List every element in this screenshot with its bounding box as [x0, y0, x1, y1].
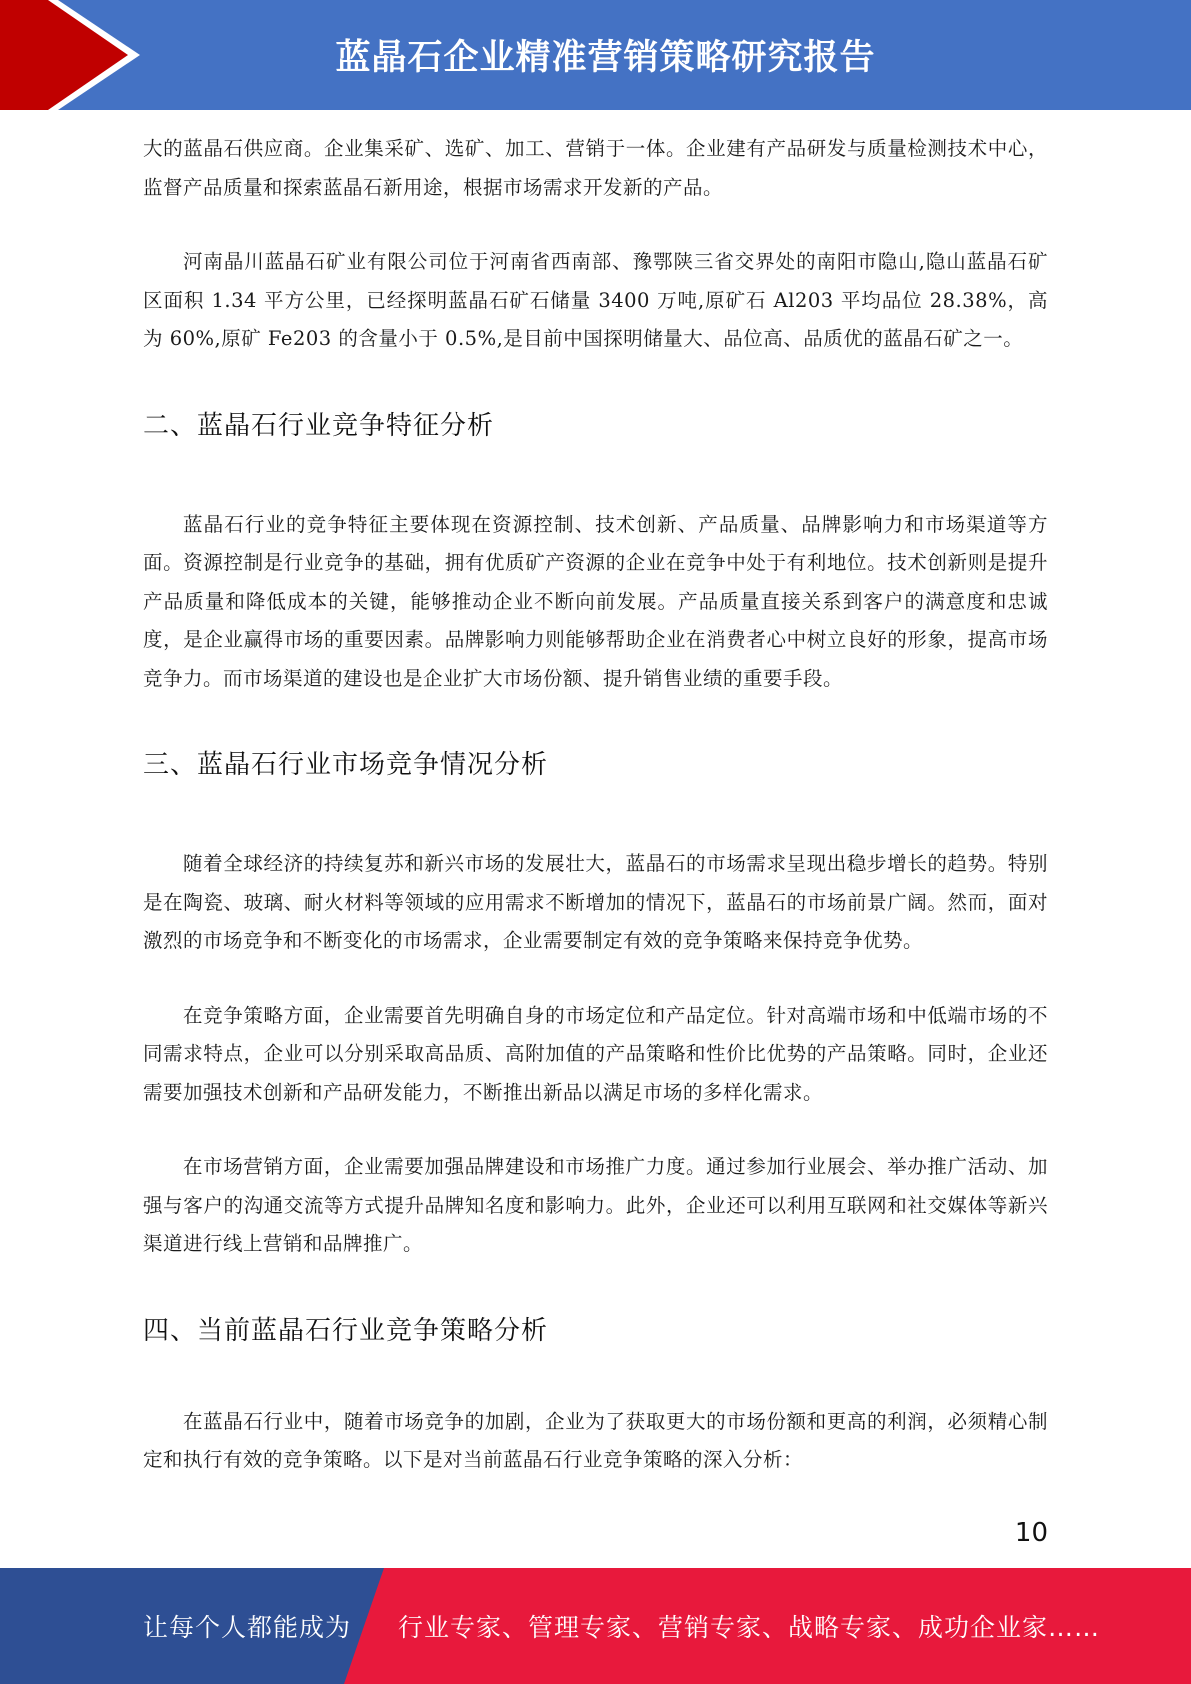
- page-footer: [0, 1568, 1191, 1684]
- paragraph-company-intro: 大的蓝晶石供应商。企业集采矿、选矿、加工、营销于一体。企业建有产品研发与质量检测技术中心，监督产品质量和探索蓝晶石新用途，根据市场需求开发新的产品。: [143, 137, 1048, 199]
- page-header: [0, 0, 1191, 110]
- paragraph-marketing: 在市场营销方面，企业需要加强品牌建设和市场推广力度。通过参加行业展会、举办推广活动、加强与客户的沟通交流等方式提升品牌知名度和影响力。此外，企业还可以利用互联网和社交媒体等新兴渠道进行线上营销和品牌推广。: [143, 1155, 1048, 1255]
- section-heading-3: 三、蓝晶石行业市场竞争情况分析: [143, 750, 549, 780]
- paragraph-henan-jingchuan: 河南晶川蓝晶石矿业有限公司位于河南省西南部、豫鄂陕三省交界处的南阳市隐山,隐山蓝晶石矿区面积 1.34 平方公里，已经探明蓝晶石矿石储量 3400 万吨,原矿石 Al203 平均品位 28.38%，高为 60%,原矿 Fe203 的含量小于 0.5%,是目前中国探明储量大、品位高、品质优的蓝晶石矿之一。: [143, 250, 1048, 350]
- paragraph-current-strategy: 在蓝晶石行业中，随着市场竞争的加剧，企业为了获取更大的市场份额和更高的利润，必须精心制定和执行有效的竞争策略。以下是对当前蓝晶石行业竞争策略的深入分析：: [143, 1409, 1048, 1471]
- section-heading-4: 四、当前蓝晶石行业竞争策略分析: [143, 1315, 549, 1346]
- paragraph-competition-strategy: 在竞争策略方面，企业需要首先明确自身的市场定位和产品定位。针对高端市场和中低端市场的不同需求特点，企业可以分别采取高品质、高附加值的产品策略和性价比优势的产品策略。同时，企业还需要加强技术创新和产品研发能力，不断推出新品以满足市场的多样化需求。: [143, 1003, 1048, 1104]
- footer-slogan-left: 让每个人都能成为: [143, 1613, 352, 1642]
- footer-slogan-right: 行业专家、管理专家、营销专家、战略专家、成功企业家……: [398, 1613, 1101, 1642]
- section-heading-2: 二、蓝晶石行业竞争特征分析: [143, 410, 495, 441]
- document-body: [143, 130, 1048, 1480]
- report-title: 蓝晶石企业精准营销策略研究报告: [335, 38, 876, 78]
- paragraph-market-demand: 随着全球经济的持续复苏和新兴市场的发展壮大，蓝晶石的市场需求呈现出稳步增长的趋势。特别是在陶瓷、玻璃、耐火材料等领域的应用需求不断增加的情况下，蓝晶石的市场前景广阔。然而，面对激烈的市场竞争和不断变化的市场需求，企业需要制定有效的竞争策略来保持竞争优势。: [143, 852, 1048, 952]
- page-number: 10: [1014, 1518, 1048, 1548]
- paragraph-competition-features: 蓝晶石行业的竞争特征主要体现在资源控制、技术创新、产品质量、品牌影响力和市场渠道等方面。资源控制是行业竞争的基础，拥有优质矿产资源的企业在竞争中处于有利地位。技术创新则是提升产品质量和降低成本的关键，能够推动企业不断向前发展。产品质量直接关系到客户的满意度和忠诚度，是企业赢得市场的重要因素。品牌影响力则能够帮助企业在消费者心中树立良好的形象，提高市场竞争力。而市场渠道的建设也是企业扩大市场份额、提升销售业绩的重要手段。: [143, 512, 1048, 690]
